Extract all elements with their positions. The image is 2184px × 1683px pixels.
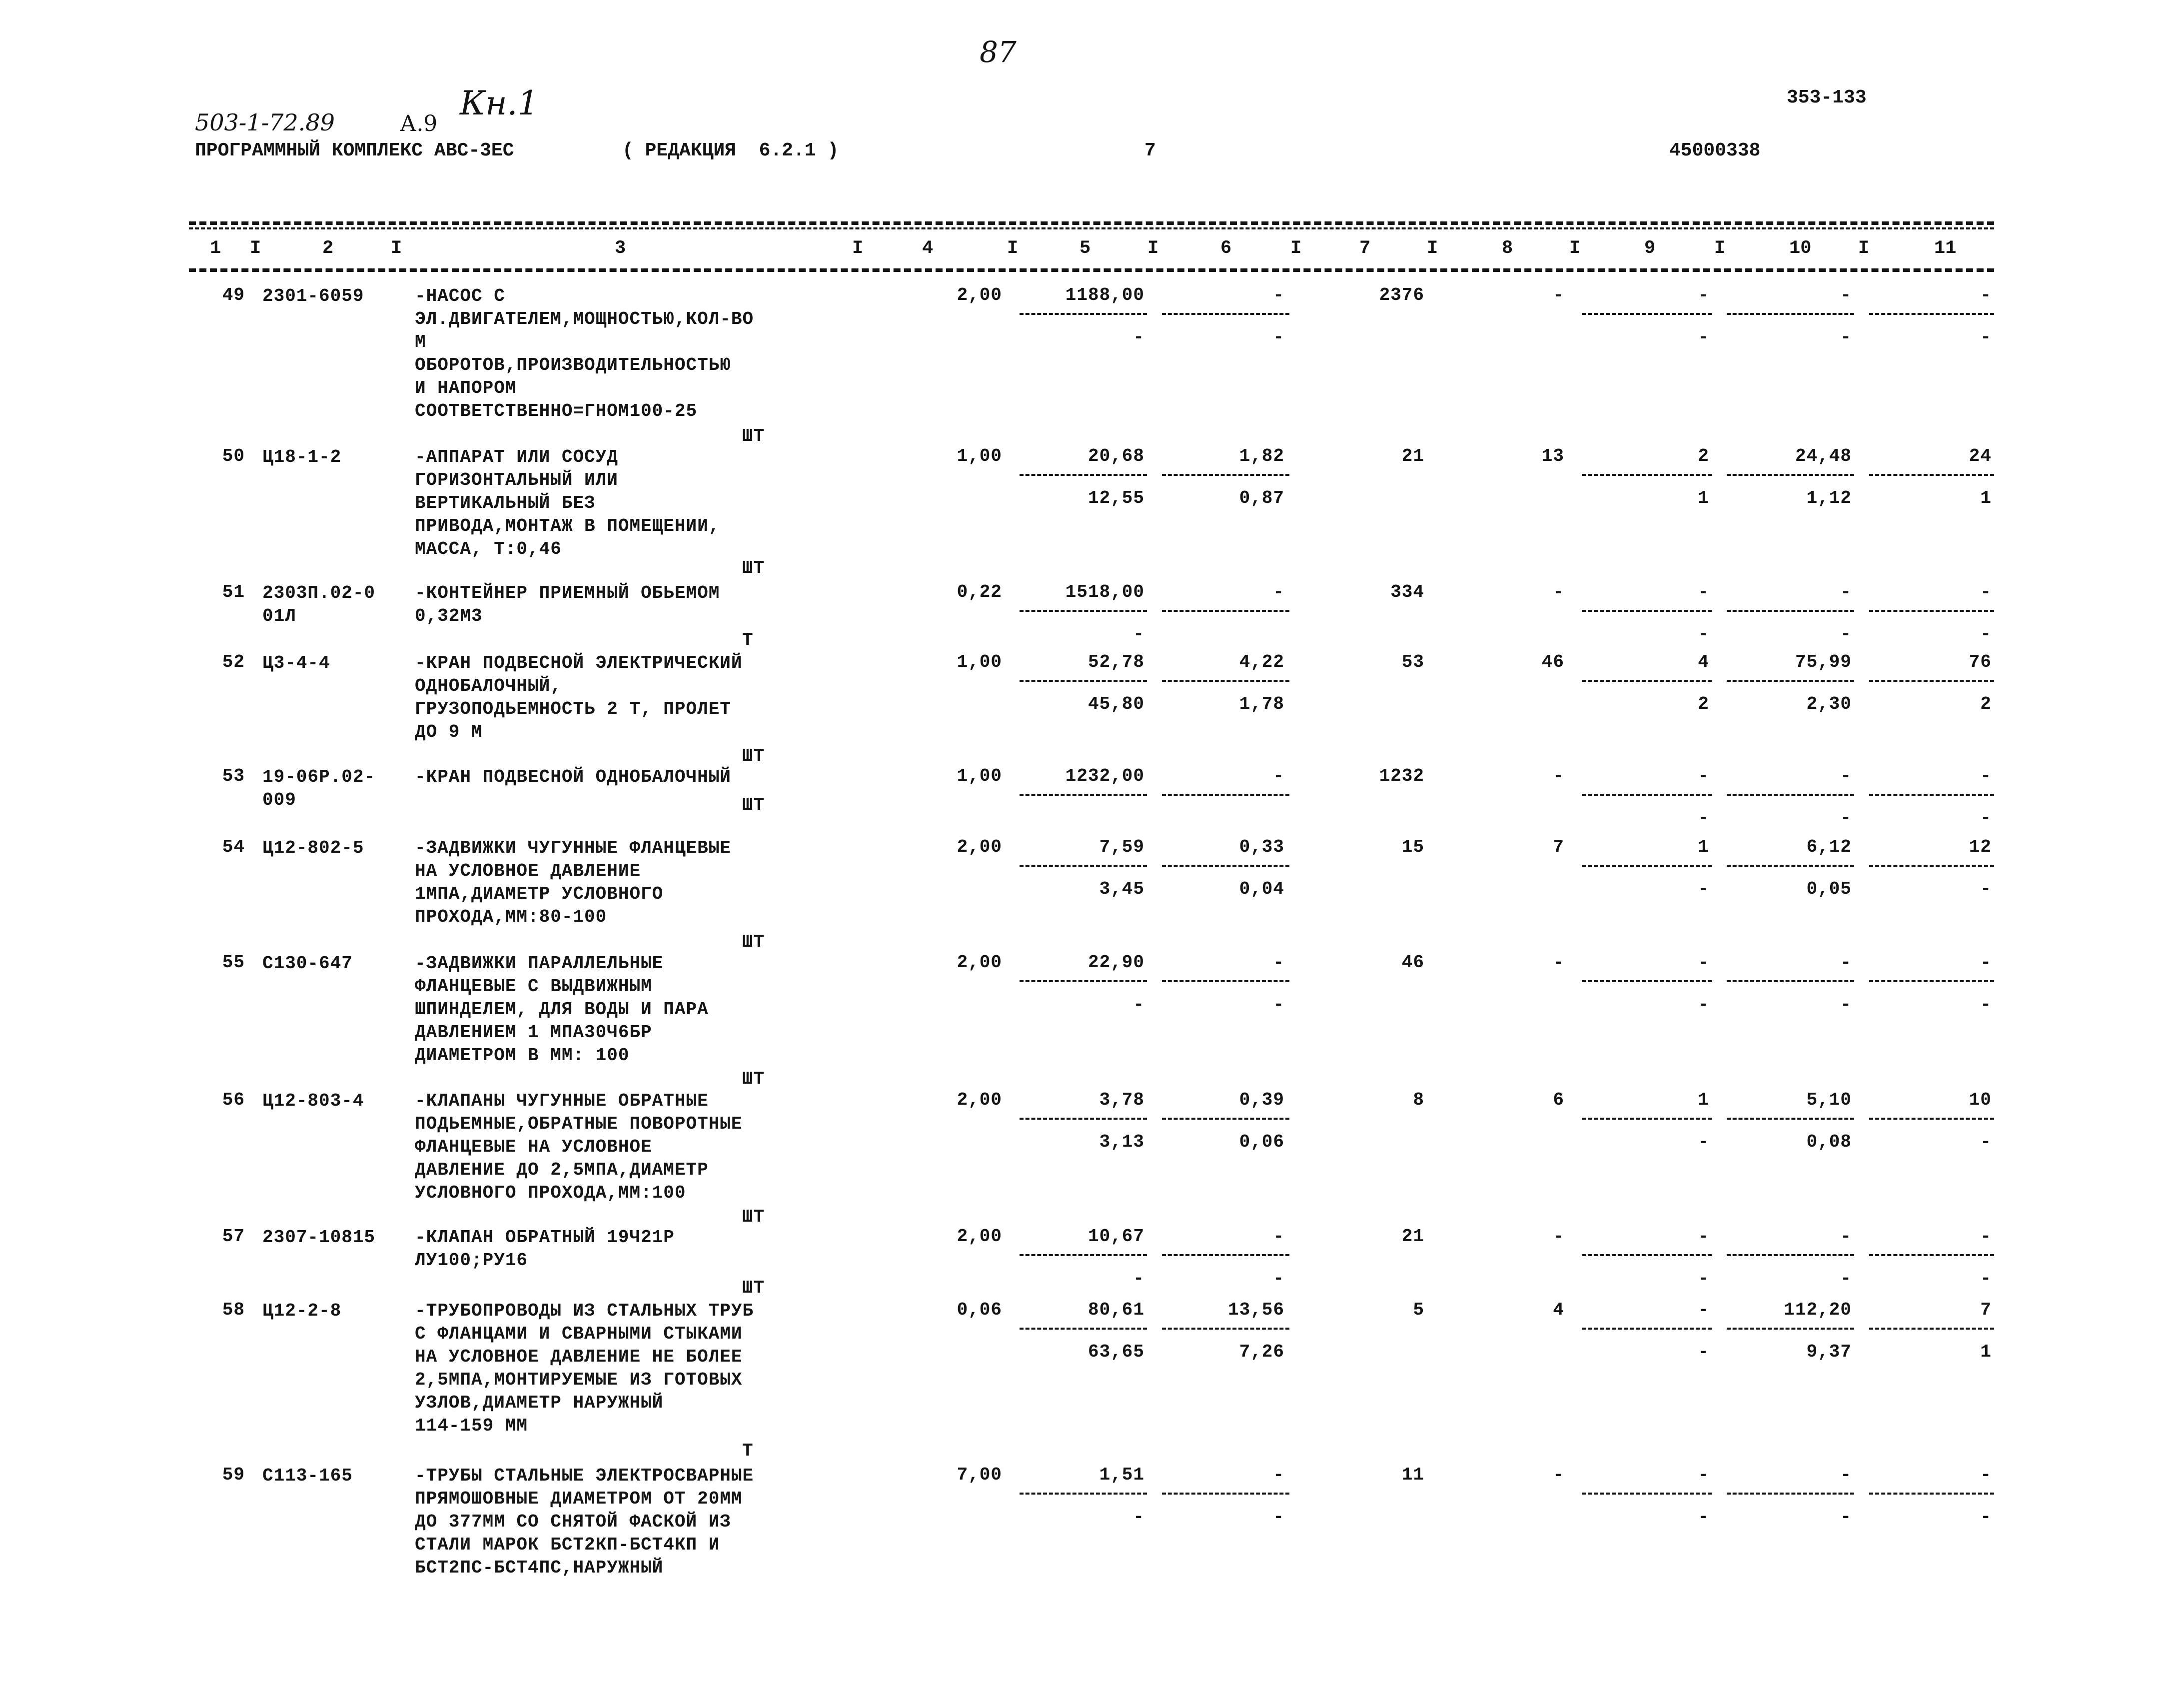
value-divider	[1020, 1493, 1147, 1495]
col6-value-bottom: -	[1273, 1268, 1284, 1289]
col9-value-top: -	[1698, 952, 1709, 973]
col9-value-bottom: -	[1698, 1342, 1709, 1362]
row-description: -ЗАДВИЖКИ ЧУГУННЫЕ ФЛАНЦЕВЫЕ НА УСЛОВНОЕ ДАВЛЕНИЕ 1МПА,ДИАМЕТР УСЛОВНОГО ПРОХОДА,ММ:80-100	[415, 838, 731, 927]
col6-value-top: 1,82	[1239, 446, 1284, 466]
row-number: 52	[222, 652, 245, 672]
row-unit: Т	[742, 1441, 754, 1461]
value-divider	[1162, 1493, 1289, 1495]
col5-value-bottom: -	[1133, 1268, 1144, 1289]
row-unit: ШТ	[742, 558, 765, 578]
col11-value-top: -	[1980, 766, 1992, 786]
column-header: 5	[1080, 238, 1091, 259]
col9-value-top: 1	[1698, 1090, 1709, 1110]
col8-value: 13	[1541, 446, 1564, 466]
value-divider	[1869, 1328, 1994, 1330]
col7-value: 46	[1401, 952, 1424, 973]
col10-value-bottom: 2,30	[1806, 694, 1852, 714]
col10-value-bottom: 0,08	[1806, 1132, 1852, 1152]
row-unit: ШТ	[742, 1278, 765, 1298]
row-description: -НАСОС С ЭЛ.ДВИГАТЕЛЕМ,МОЩНОСТЬЮ,КОЛ-ВО М ОБОРОТОВ,ПРОИЗВОДИТЕЛЬНОСТЬЮ И НАПОРОМ СООТВЕТСТВЕННО=ГНОМ100-25	[415, 286, 754, 421]
value-divider	[1162, 680, 1289, 682]
col11-value-top: 10	[1969, 1090, 1992, 1110]
col5-value-top: 52,78	[1088, 652, 1144, 672]
col11-value-top: -	[1980, 952, 1992, 973]
column-header: 4	[922, 238, 934, 259]
col10-value-top: -	[1840, 285, 1852, 305]
row-description: -КРАН ПОДВЕСНОЙ ЭЛЕКТРИЧЕСКИЙ ОДНОБАЛОЧНЫЙ, ГРУЗОПОДЬЕМНОСТЬ 2 Т, ПРОЛЕТ ДО 9 М	[415, 653, 743, 742]
document-code: 503-1-72.89	[195, 109, 335, 136]
row-description: -КОНТЕЙНЕР ПРИЕМНЫЙ ОБЬЕМОМ 0,32М3	[415, 583, 720, 626]
column-separator: I	[1858, 238, 1870, 259]
value-divider	[1582, 313, 1712, 315]
col7-value: 8	[1413, 1090, 1424, 1110]
col9-value-bottom: -	[1698, 624, 1709, 644]
row-number: 56	[222, 1090, 245, 1110]
value-divider	[1582, 794, 1712, 796]
value-divider	[1162, 1328, 1289, 1330]
col10-value-top: -	[1840, 1226, 1852, 1247]
col9-value-top: -	[1698, 766, 1709, 786]
column-header: 6	[1220, 238, 1232, 259]
page-index: 7	[1144, 140, 1156, 161]
column-separator: I	[1569, 238, 1581, 259]
row-description: -КЛАПАНЫ ЧУГУННЫЕ ОБРАТНЫЕ ПОДЬЕМНЫЕ,ОБРАТНЫЕ ПОВОРОТНЫЕ ФЛАНЦЕВЫЕ НА УСЛОВНОЕ ДАВЛЕНИЕ ДО 2,5МПА,ДИАМЕТР УСЛОВНОГО ПРОХОДА,ММ:100	[415, 1091, 743, 1203]
col8-value: 6	[1553, 1090, 1564, 1110]
col4-value: 2,00	[957, 1090, 1002, 1110]
col10-value-bottom: -	[1840, 327, 1852, 347]
col6-value-bottom: 0,04	[1239, 879, 1284, 899]
col7-value: 15	[1401, 837, 1424, 857]
row-description: -КЛАПАН ОБРАТНЫЙ 19Ч21Р ЛУ100;РУ16	[415, 1227, 675, 1271]
col5-value-bottom: -	[1133, 994, 1144, 1015]
col10-value-top: -	[1840, 1465, 1852, 1485]
value-divider	[1162, 980, 1289, 982]
col5-value-bottom: -	[1133, 1507, 1144, 1527]
col5-value-top: 10,67	[1088, 1226, 1144, 1247]
col9-value-bottom: -	[1698, 1507, 1709, 1527]
value-divider	[1727, 680, 1854, 682]
col8-value: 4	[1553, 1300, 1564, 1320]
col9-value-bottom: -	[1698, 879, 1709, 899]
col10-value-bottom: -	[1840, 808, 1852, 828]
col5-value-top: 1,51	[1099, 1465, 1144, 1485]
col8-value: -	[1553, 1226, 1564, 1247]
value-divider	[1727, 1254, 1854, 1256]
row-code: Ц12-2-8	[262, 1301, 342, 1321]
col6-value-bottom: -	[1273, 1507, 1284, 1527]
row-number: 55	[222, 952, 245, 973]
col9-value-top: 2	[1698, 446, 1709, 466]
page-number: 87	[980, 35, 1017, 69]
table-top-rule-2	[189, 227, 1994, 229]
value-divider	[1869, 474, 1994, 476]
column-header: 10	[1789, 238, 1812, 259]
value-divider	[1162, 865, 1289, 867]
row-description: -АППАРАТ ИЛИ СОСУД ГОРИЗОНТАЛЬНЫЙ ИЛИ ВЕРТИКАЛЬНЫЙ БЕЗ ПРИВОДА,МОНТАЖ В ПОМЕЩЕНИИ, МАССА, Т:0,46	[415, 447, 720, 559]
value-divider	[1869, 980, 1994, 982]
row-code: Ц12-802-5	[262, 838, 364, 858]
col10-value-bottom: -	[1840, 1507, 1852, 1527]
col4-value: 1,00	[957, 766, 1002, 786]
col11-value-top: 7	[1980, 1300, 1992, 1320]
row-description: -КРАН ПОДВЕСНОЙ ОДНОБАЛОЧНЫЙ	[415, 767, 731, 787]
col6-value-top: -	[1273, 285, 1284, 305]
col10-value-bottom: 0,05	[1806, 879, 1852, 899]
col10-value-top: -	[1840, 952, 1852, 973]
col8-value: -	[1553, 952, 1564, 973]
value-divider	[1020, 865, 1147, 867]
col5-value-top: 1518,00	[1065, 582, 1144, 602]
value-divider	[1727, 980, 1854, 982]
value-divider	[1020, 980, 1147, 982]
album-label: А.9	[400, 111, 438, 136]
col4-value: 2,00	[957, 1226, 1002, 1247]
col11-value-bottom: -	[1980, 624, 1992, 644]
value-divider	[1582, 980, 1712, 982]
row-number: 53	[222, 766, 245, 786]
table-top-rule	[189, 221, 1994, 225]
col5-value-bottom: -	[1133, 624, 1144, 644]
col10-value-bottom: -	[1840, 1268, 1852, 1289]
row-code: С113-165	[262, 1466, 353, 1486]
col11-value-bottom: -	[1980, 1132, 1992, 1152]
col9-value-bottom: -	[1698, 327, 1709, 347]
row-unit: ШТ	[742, 1207, 765, 1227]
col5-value-top: 1232,00	[1065, 766, 1144, 786]
col4-value: 2,00	[957, 285, 1002, 305]
column-separator: I	[1714, 238, 1726, 259]
col11-value-bottom: -	[1980, 879, 1992, 899]
col7-value: 2376	[1379, 285, 1424, 305]
value-divider	[1020, 1328, 1147, 1330]
col4-value: 0,06	[957, 1300, 1002, 1320]
row-code: 19-06Р.02- 009	[262, 767, 376, 810]
col6-value-top: -	[1273, 766, 1284, 786]
col10-value-top: 75,99	[1795, 652, 1852, 672]
row-unit: ШТ	[742, 795, 765, 815]
col8-value: -	[1553, 285, 1564, 305]
column-header: 2	[322, 238, 334, 259]
col6-value-top: -	[1273, 1465, 1284, 1485]
value-divider	[1162, 794, 1289, 796]
col9-value-bottom: 1	[1698, 488, 1709, 508]
col11-value-bottom: -	[1980, 1268, 1992, 1289]
col11-value-top: 24	[1969, 446, 1992, 466]
column-separator: I	[1290, 238, 1302, 259]
column-separator: I	[391, 238, 402, 259]
col9-value-top: -	[1698, 1465, 1709, 1485]
col10-value-top: -	[1840, 582, 1852, 602]
col6-value-bottom: 7,26	[1239, 1342, 1284, 1362]
value-divider	[1869, 865, 1994, 867]
col8-value: 7	[1553, 837, 1564, 857]
row-number: 58	[222, 1300, 245, 1320]
code-right: 45000338	[1669, 140, 1761, 161]
col9-value-top: 1	[1698, 837, 1709, 857]
col9-value-bottom: -	[1698, 808, 1709, 828]
col6-value-top: 13,56	[1227, 1300, 1284, 1320]
row-description: -ЗАДВИЖКИ ПАРАЛЛЕЛЬНЫЕ ФЛАНЦЕВЫЕ С ВЫДВИЖНЫМ ШПИНДЕЛЕМ, ДЛЯ ВОДЫ И ПАРА ДАВЛЕНИЕМ 1 МПА30Ч6БР ДИАМЕТРОМ В ММ: 100	[415, 953, 709, 1066]
col10-value-bottom: -	[1840, 624, 1852, 644]
row-unit: ШТ	[742, 426, 765, 446]
col4-value: 7,00	[957, 1465, 1002, 1485]
col11-value-top: -	[1980, 582, 1992, 602]
col11-value-top: 76	[1969, 652, 1992, 672]
col5-value-bottom: 45,80	[1088, 694, 1144, 714]
col7-value: 53	[1401, 652, 1424, 672]
sheet-code: 353-133	[1787, 87, 1867, 108]
col8-value: -	[1553, 1465, 1564, 1485]
col7-value: 5	[1413, 1300, 1424, 1320]
program-version: ( РЕДАКЦИЯ 6.2.1 )	[622, 140, 839, 161]
col10-value-top: 24,48	[1795, 446, 1852, 466]
col4-value: 2,00	[957, 952, 1002, 973]
col7-value: 21	[1401, 446, 1424, 466]
column-separator: I	[250, 238, 261, 259]
col5-value-bottom: 3,45	[1099, 879, 1144, 899]
row-number: 57	[222, 1226, 245, 1247]
value-divider	[1162, 1118, 1289, 1120]
row-code: Ц12-803-4	[262, 1091, 364, 1111]
col4-value: 1,00	[957, 652, 1002, 672]
value-divider	[1869, 794, 1994, 796]
col4-value: 1,00	[957, 446, 1002, 466]
value-divider	[1582, 1118, 1712, 1120]
value-divider	[1162, 474, 1289, 476]
col6-value-bottom: 0,87	[1239, 488, 1284, 508]
col5-value-top: 7,59	[1099, 837, 1144, 857]
value-divider	[1869, 680, 1994, 682]
col10-value-top: 5,10	[1806, 1090, 1852, 1110]
col5-value-bottom: 12,55	[1088, 488, 1144, 508]
col6-value-top: -	[1273, 1226, 1284, 1247]
value-divider	[1727, 610, 1854, 612]
value-divider	[1020, 1254, 1147, 1256]
column-separator: I	[1427, 238, 1438, 259]
value-divider	[1727, 474, 1854, 476]
col11-value-top: -	[1980, 1226, 1992, 1247]
col6-value-bottom: -	[1273, 327, 1284, 347]
row-number: 50	[222, 446, 245, 466]
col10-value-top: 6,12	[1806, 837, 1852, 857]
col9-value-bottom: 2	[1698, 694, 1709, 714]
col7-value: 11	[1401, 1465, 1424, 1485]
col6-value-bottom: 1,78	[1239, 694, 1284, 714]
col7-value: 334	[1390, 582, 1424, 602]
col8-value: -	[1553, 582, 1564, 602]
row-code: 2307-10815	[262, 1227, 376, 1248]
value-divider	[1582, 680, 1712, 682]
table-header-rule	[189, 268, 1994, 272]
col11-value-bottom: -	[1980, 1507, 1992, 1527]
column-header: 8	[1502, 238, 1513, 259]
value-divider	[1727, 1118, 1854, 1120]
col5-value-bottom: 3,13	[1099, 1132, 1144, 1152]
row-number: 59	[222, 1465, 245, 1485]
col4-value: 2,00	[957, 837, 1002, 857]
row-code: Ц18-1-2	[262, 447, 342, 467]
col6-value-top: -	[1273, 952, 1284, 973]
col11-value-bottom: 1	[1980, 488, 1992, 508]
value-divider	[1869, 1493, 1994, 1495]
col6-value-top: 4,22	[1239, 652, 1284, 672]
row-code: С130-647	[262, 953, 353, 974]
value-divider	[1020, 474, 1147, 476]
column-separator: I	[1007, 238, 1019, 259]
value-divider	[1869, 610, 1994, 612]
value-divider	[1582, 865, 1712, 867]
col6-value-bottom: 0,06	[1239, 1132, 1284, 1152]
value-divider	[1727, 1493, 1854, 1495]
col9-value-top: -	[1698, 285, 1709, 305]
row-number: 49	[222, 285, 245, 305]
col5-value-top: 1188,00	[1065, 285, 1144, 305]
col7-value: 21	[1401, 1226, 1424, 1247]
row-code: Ц3-4-4	[262, 653, 330, 673]
row-description: -ТРУБОПРОВОДЫ ИЗ СТАЛЬНЫХ ТРУБ С ФЛАНЦАМИ И СВАРНЫМИ СТЫКАМИ НА УСЛОВНОЕ ДАВЛЕНИЕ НЕ БОЛЕЕ 2,5МПА,МОНТИРУЕМЫЕ ИЗ ГОТОВЫХ УЗЛОВ,ДИАМЕТР НАРУЖНЫЙ 114-159 ММ	[415, 1301, 754, 1436]
column-header: 1	[210, 238, 221, 259]
col9-value-top: 4	[1698, 652, 1709, 672]
col8-value: -	[1553, 766, 1564, 786]
col4-value: 0,22	[957, 582, 1002, 602]
row-unit: ШТ	[742, 746, 765, 766]
row-number: 54	[222, 837, 245, 857]
col11-value-bottom: -	[1980, 327, 1992, 347]
value-divider	[1727, 865, 1854, 867]
column-header: 11	[1934, 238, 1957, 259]
column-header: 7	[1359, 238, 1371, 259]
col6-value-top: 0,39	[1239, 1090, 1284, 1110]
col9-value-bottom: -	[1698, 1132, 1709, 1152]
value-divider	[1582, 1328, 1712, 1330]
column-separator: I	[852, 238, 864, 259]
value-divider	[1582, 1493, 1712, 1495]
row-unit: Т	[742, 630, 754, 650]
col11-value-bottom: -	[1980, 994, 1992, 1015]
book-label: Кн.1	[460, 84, 539, 122]
row-code: 2301-6059	[262, 286, 364, 306]
column-header: 3	[615, 238, 626, 259]
value-divider	[1869, 1118, 1994, 1120]
row-unit: ШТ	[742, 932, 765, 952]
value-divider	[1020, 794, 1147, 796]
row-unit: ШТ	[742, 1069, 765, 1089]
col10-value-bottom: 1,12	[1806, 488, 1852, 508]
col10-value-bottom: -	[1840, 994, 1852, 1015]
col10-value-top: -	[1840, 766, 1852, 786]
col5-value-top: 20,68	[1088, 446, 1144, 466]
value-divider	[1727, 313, 1854, 315]
col10-value-top: 112,20	[1784, 1300, 1852, 1320]
col11-value-bottom: 1	[1980, 1342, 1992, 1362]
value-divider	[1020, 610, 1147, 612]
column-separator: I	[1147, 238, 1159, 259]
value-divider	[1727, 794, 1854, 796]
row-code: 2303П.02-0 01Л	[262, 583, 376, 626]
col5-value-top: 22,90	[1088, 952, 1144, 973]
value-divider	[1162, 313, 1289, 315]
col9-value-bottom: -	[1698, 994, 1709, 1015]
col10-value-bottom: 9,37	[1806, 1342, 1852, 1362]
col5-value-bottom: -	[1133, 327, 1144, 347]
col9-value-bottom: -	[1698, 1268, 1709, 1289]
col11-value-bottom: 2	[1980, 694, 1992, 714]
col7-value: 1232	[1379, 766, 1424, 786]
col11-value-bottom: -	[1980, 808, 1992, 828]
col5-value-bottom: 63,65	[1088, 1342, 1144, 1362]
value-divider	[1869, 1254, 1994, 1256]
value-divider	[1162, 1254, 1289, 1256]
col6-value-bottom: -	[1273, 994, 1284, 1015]
value-divider	[1020, 313, 1147, 315]
col9-value-top: -	[1698, 1226, 1709, 1247]
column-header: 9	[1644, 238, 1656, 259]
col5-value-top: 80,61	[1088, 1300, 1144, 1320]
col6-value-top: -	[1273, 582, 1284, 602]
col9-value-top: -	[1698, 1300, 1709, 1320]
row-description: -ТРУБЫ СТАЛЬНЫЕ ЭЛЕКТРОСВАРНЫЕ ПРЯМОШОВНЫЕ ДИАМЕТРОМ ОТ 20ММ ДО 377ММ СО СНЯТОЙ ФАСКОЙ ИЗ СТАЛИ МАРОК БСТ2КП-БСТ4КП И БСТ2ПС-БСТ4ПС,НАРУЖНЫЙ	[415, 1466, 754, 1578]
col6-value-top: 0,33	[1239, 837, 1284, 857]
col8-value: 46	[1541, 652, 1564, 672]
value-divider	[1020, 1118, 1147, 1120]
program-title: ПРОГРАММНЫЙ КОМПЛЕКС АВС-3ЕС	[195, 140, 514, 161]
col11-value-top: 12	[1969, 837, 1992, 857]
value-divider	[1582, 1254, 1712, 1256]
col9-value-top: -	[1698, 582, 1709, 602]
value-divider	[1869, 313, 1994, 315]
row-number: 51	[222, 582, 245, 602]
value-divider	[1162, 610, 1289, 612]
value-divider	[1582, 610, 1712, 612]
value-divider	[1020, 680, 1147, 682]
col5-value-top: 3,78	[1099, 1090, 1144, 1110]
value-divider	[1727, 1328, 1854, 1330]
col11-value-top: -	[1980, 285, 1992, 305]
col11-value-top: -	[1980, 1465, 1992, 1485]
value-divider	[1582, 474, 1712, 476]
